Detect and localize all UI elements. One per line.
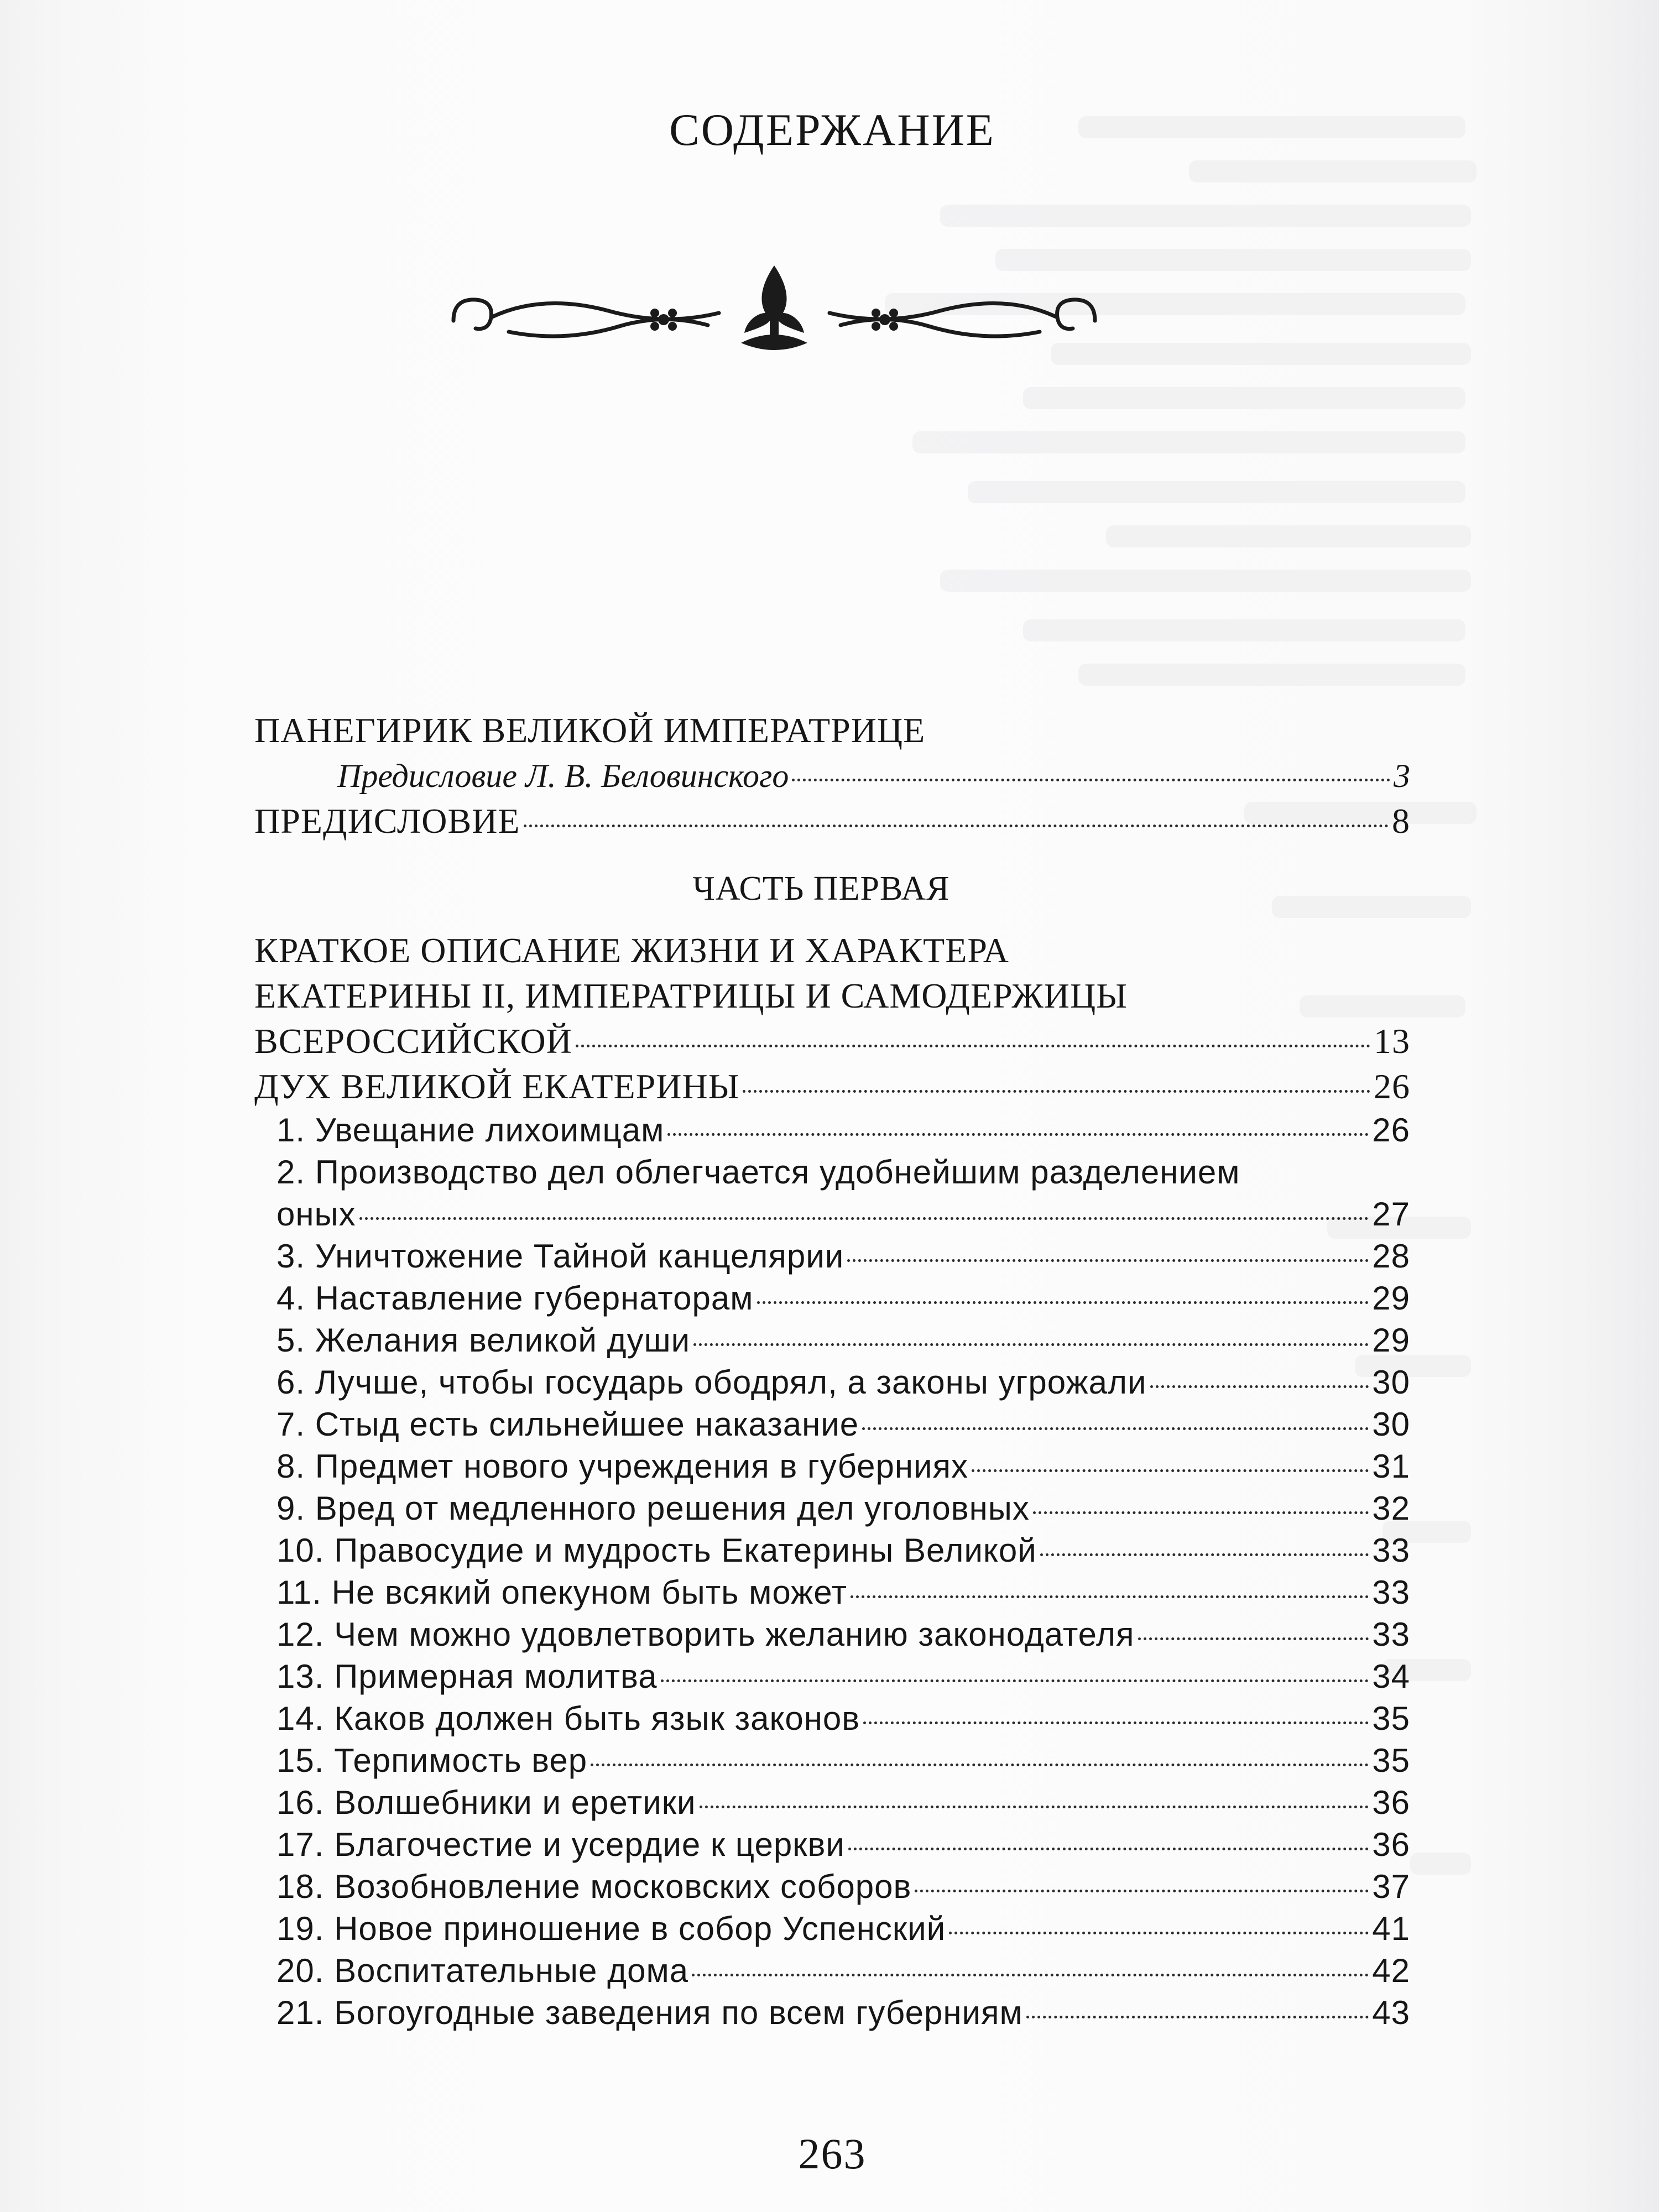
toc-item-title: 19. Новое приношение в собор Успенский — [276, 1910, 946, 1947]
toc-item[interactable] — [254, 1698, 1410, 1740]
toc-page — [254, 100, 1410, 2178]
toc-item-page: 27 — [1372, 1196, 1410, 1233]
dot-leader — [591, 1764, 1369, 1766]
toc-item-title: 21. Богоугодные заведения по всем губерниям — [276, 1994, 1023, 2031]
toc-entry-title-line: ЕКАТЕРИНЫ II, ИМПЕРАТРИЦЫ И САМОДЕРЖИЦЫ — [254, 976, 1128, 1015]
toc-item-title: 4. Наставление губернаторам — [276, 1280, 754, 1317]
toc-item-page: 42 — [1372, 1952, 1410, 1989]
dot-leader — [757, 1301, 1369, 1304]
toc-item-page: 36 — [1372, 1784, 1410, 1821]
toc-item[interactable] — [254, 1866, 1410, 1908]
toc-item[interactable] — [254, 1488, 1410, 1530]
toc-item[interactable] — [254, 1782, 1410, 1824]
floral-ornament-icon — [431, 260, 1117, 371]
dot-leader — [863, 1721, 1369, 1724]
toc-entry-panegyric[interactable] — [254, 708, 1410, 753]
toc-item-page: 37 — [1372, 1868, 1410, 1905]
toc-item-page: 32 — [1372, 1490, 1410, 1527]
toc-entry-title: ПАНЕГИРИК ВЕЛИКОЙ ИМПЕРАТРИЦЕ — [254, 711, 926, 750]
toc-item-page: 43 — [1372, 1994, 1410, 2031]
toc-item[interactable] — [254, 1109, 1410, 1151]
dot-leader — [693, 1343, 1369, 1346]
toc-item[interactable] — [254, 1404, 1410, 1446]
dot-leader — [1138, 1637, 1369, 1640]
toc-item-page: 28 — [1372, 1238, 1410, 1275]
toc-entry-preface[interactable] — [254, 799, 1410, 844]
toc-item[interactable] — [254, 1992, 1410, 2034]
dot-leader — [1040, 1553, 1369, 1556]
dot-leader — [576, 1045, 1370, 1047]
toc-item[interactable] — [254, 1530, 1410, 1572]
ornament-divider — [431, 260, 1117, 371]
dot-leader — [847, 1259, 1369, 1262]
dot-leader — [972, 1469, 1369, 1472]
toc-item-title: 20. Воспитательные дома — [276, 1952, 689, 1989]
toc-item-title: 17. Благочестие и усердие к церкви — [276, 1826, 845, 1863]
toc-item-title: 2. Производство дел облегчается удобнейшим разделением — [276, 1154, 1240, 1191]
toc-item[interactable] — [254, 1319, 1410, 1361]
toc-item-title: 12. Чем можно удовлетворить желанию законодателя — [276, 1616, 1135, 1653]
toc-item[interactable] — [254, 1740, 1410, 1782]
toc-item-title: 15. Терпимость вер — [276, 1742, 588, 1779]
toc-item-page: 29 — [1372, 1322, 1410, 1359]
toc-entry-spirit[interactable] — [254, 1064, 1410, 1109]
toc-item[interactable] — [254, 1446, 1410, 1488]
toc-item[interactable] — [254, 1361, 1410, 1404]
toc-item[interactable] — [254, 1572, 1410, 1614]
toc-item-page: 31 — [1372, 1448, 1410, 1485]
toc-entry-title: ДУХ ВЕЛИКОЙ ЕКАТЕРИНЫ — [254, 1067, 740, 1106]
toc-item-title: 6. Лучше, чтобы государь ободрял, а законы угрожали — [276, 1364, 1147, 1401]
page-title: СОДЕРЖАНИЕ — [669, 105, 995, 155]
dot-leader — [524, 825, 1389, 827]
dot-leader — [743, 1090, 1370, 1093]
dot-leader — [851, 1595, 1369, 1598]
toc-item-title: 18. Возобновление московских соборов — [276, 1868, 912, 1905]
toc-item[interactable] — [254, 1656, 1410, 1698]
toc-item-title: 16. Волшебники и еретики — [276, 1784, 696, 1821]
dot-leader — [1150, 1385, 1369, 1388]
dot-leader — [915, 1890, 1369, 1892]
toc-entry-page: 8 — [1392, 801, 1410, 841]
toc-item-page: 41 — [1372, 1910, 1410, 1947]
dot-leader — [848, 1848, 1369, 1850]
part-heading: ЧАСТЬ ПЕРВАЯ — [692, 870, 950, 907]
dot-leader — [359, 1217, 1369, 1220]
toc-item-title: 13. Примерная молитва — [276, 1658, 658, 1695]
toc-item-page: 35 — [1372, 1700, 1410, 1737]
toc-item-page: 30 — [1372, 1406, 1410, 1443]
toc-entry-brief-description[interactable] — [254, 928, 1410, 1064]
toc-item-title-cont: оных — [276, 1196, 356, 1233]
toc-item[interactable] — [254, 1950, 1410, 1992]
dot-leader — [692, 1974, 1369, 1976]
dot-leader — [661, 1679, 1369, 1682]
dot-leader — [792, 779, 1390, 781]
dot-leader — [667, 1133, 1369, 1136]
toc-item-page: 35 — [1372, 1742, 1410, 1779]
toc-item[interactable] — [254, 1614, 1410, 1656]
toc-entry-title: Предисловие Л. В. Беловинского — [337, 758, 789, 794]
toc-item-page: 26 — [1372, 1112, 1410, 1149]
toc-entry-title-line: ВСЕРОССИЙСКОЙ — [254, 1021, 572, 1061]
toc-item-title: 3. Уничтожение Тайной канцелярии — [276, 1238, 844, 1275]
toc-entry-page: 3 — [1394, 758, 1410, 794]
toc-entry-page: 26 — [1374, 1067, 1410, 1106]
toc-item-page: 30 — [1372, 1364, 1410, 1401]
toc-list — [254, 708, 1410, 2034]
dot-leader — [700, 1806, 1369, 1808]
toc-item-title: 10. Правосудие и мудрость Екатерины Великой — [276, 1532, 1037, 1569]
toc-item[interactable] — [254, 1235, 1410, 1277]
toc-item-page: 33 — [1372, 1574, 1410, 1611]
toc-item-page: 36 — [1372, 1826, 1410, 1863]
toc-item[interactable] — [254, 1151, 1410, 1235]
toc-item-page: 33 — [1372, 1532, 1410, 1569]
toc-entry-preface-author[interactable] — [254, 753, 1410, 799]
toc-item-title: 8. Предмет нового учреждения в губерниях — [276, 1448, 969, 1485]
toc-entry-title-line: КРАТКОЕ ОПИСАНИЕ ЖИЗНИ И ХАРАКТЕРА — [254, 931, 1009, 970]
toc-item-title: 14. Каков должен быть язык законов — [276, 1700, 860, 1737]
toc-item-page: 34 — [1372, 1658, 1410, 1695]
dot-leader — [1033, 1511, 1369, 1514]
toc-item-title: 1. Увещание лихоимцам — [276, 1112, 665, 1149]
toc-item-title: 9. Вред от медленного решения дел уголовных — [276, 1490, 1030, 1527]
toc-item[interactable] — [254, 1908, 1410, 1950]
toc-item-title: 7. Стыд есть сильнейшее наказание — [276, 1406, 859, 1443]
toc-item-title: 5. Желания великой души — [276, 1322, 691, 1359]
toc-item[interactable] — [254, 1277, 1410, 1319]
toc-item-title: 11. Не всякий опекуном быть может — [276, 1574, 848, 1611]
dot-leader — [862, 1427, 1369, 1430]
toc-entry-page: 13 — [1374, 1021, 1410, 1061]
dot-leader — [949, 1932, 1369, 1934]
toc-item-page: 29 — [1372, 1280, 1410, 1317]
dot-leader — [1026, 2016, 1369, 2018]
toc-item[interactable] — [254, 1824, 1410, 1866]
toc-item-page: 33 — [1372, 1616, 1410, 1653]
page-number: 263 — [798, 2130, 867, 2178]
toc-entry-title: ПРЕДИСЛОВИЕ — [254, 801, 520, 841]
